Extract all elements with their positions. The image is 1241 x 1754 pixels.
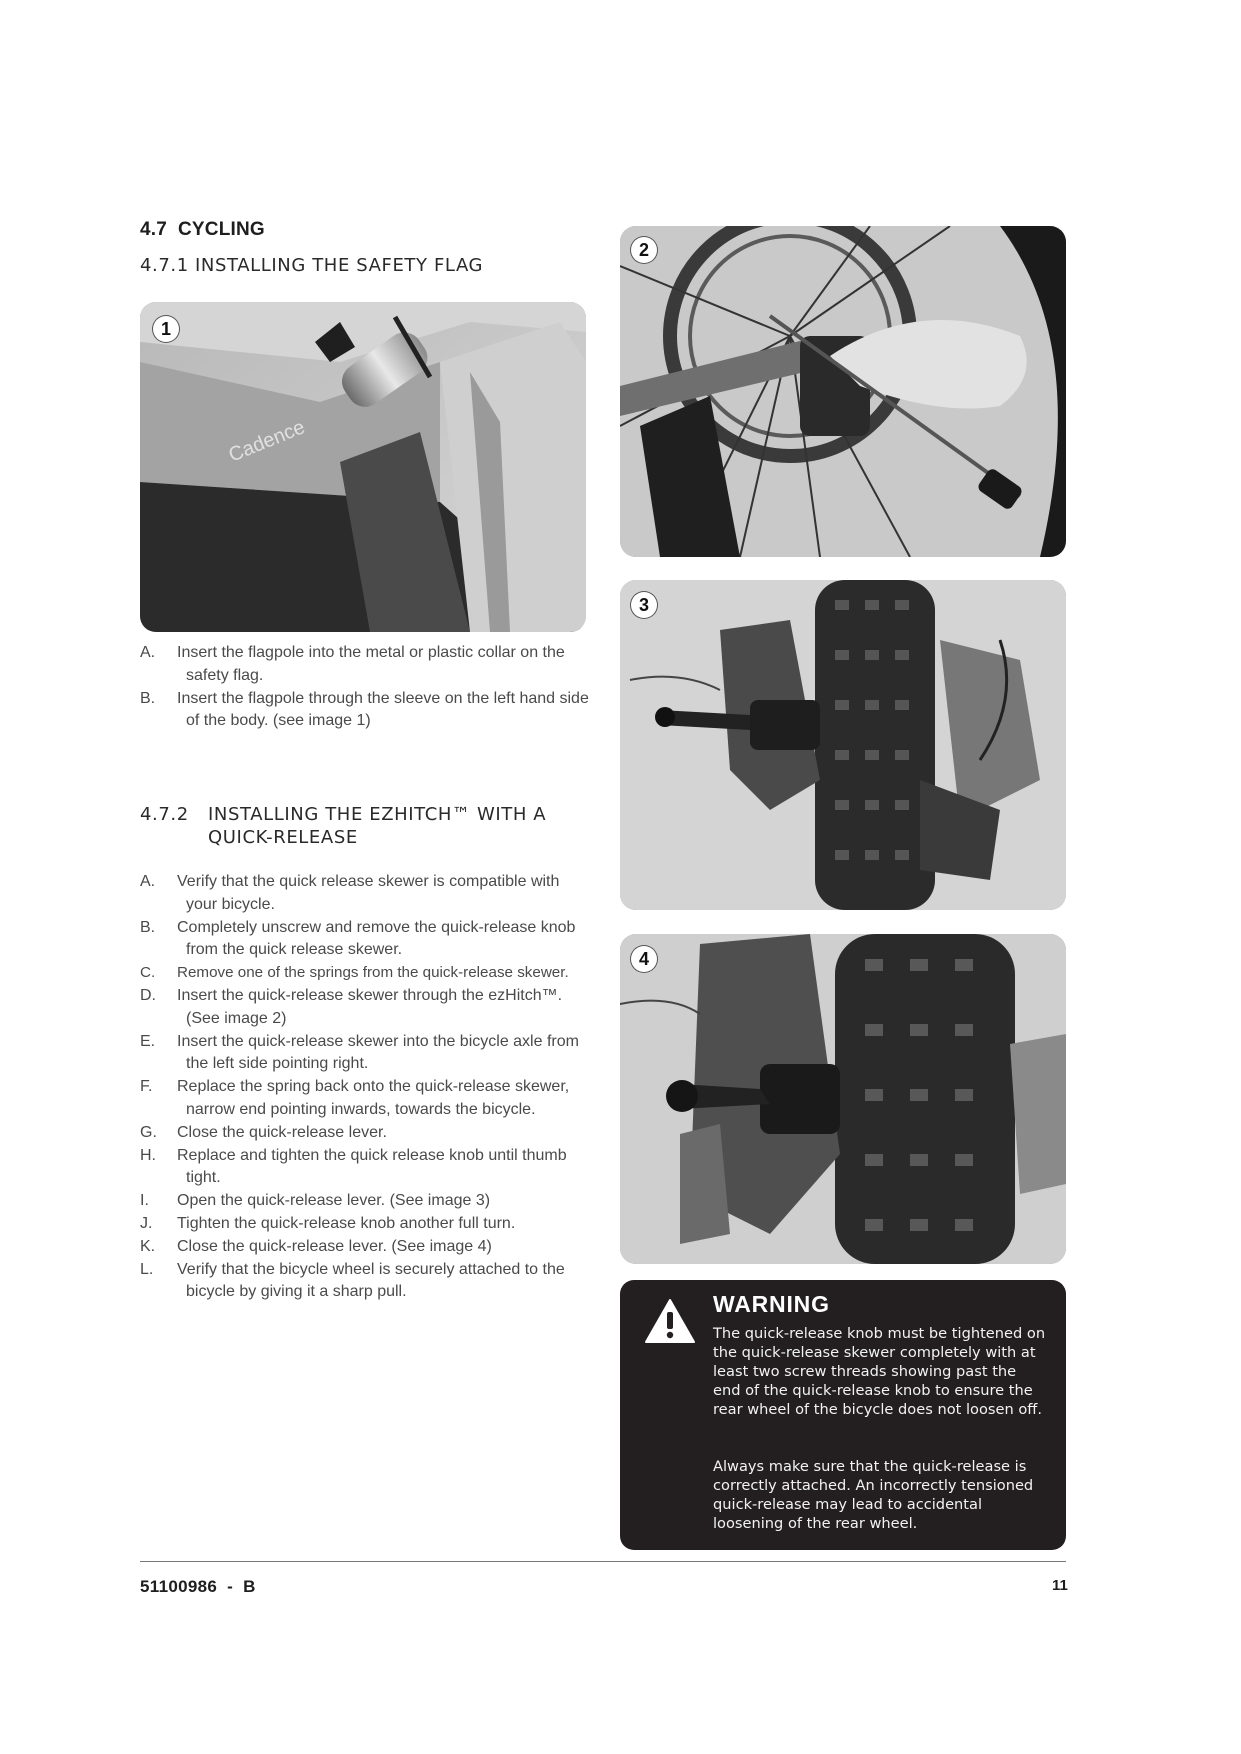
list-item: E. Insert the quick-release skewer into the bicycle axle from the left side pointing right. — [140, 1032, 579, 1073]
section-number: 4.7 — [140, 219, 168, 240]
list-item: J. Tighten the quick-release knob another full turn. — [140, 1214, 516, 1232]
steps-list-ezhitch — [140, 871, 590, 1304]
document-number: 51100986 - B — [140, 1577, 256, 1596]
image-3-open-lever — [620, 580, 1066, 910]
warning-title: WARNING — [713, 1291, 830, 1317]
list-item: C. Remove one of the springs from the quick-release skewer. — [140, 964, 569, 982]
subsection-label-line1: INSTALLING THE EZHITCH™ WITH A — [208, 804, 547, 825]
image-badge-4: 4 — [631, 946, 657, 972]
subsection-label-line2: QUICK-RELEASE — [208, 827, 358, 848]
list-item: A. Insert the flagpole into the metal or plastic collar on the safety flag. — [140, 644, 565, 684]
image-badge-3: 3 — [631, 592, 657, 618]
subsection-title-ezhitch — [140, 803, 546, 849]
list-item: G. Close the quick-release lever. — [140, 1123, 387, 1141]
list-item: H. Replace and tighten the quick release knob until thumb tight. — [140, 1146, 567, 1187]
list-item: B. Completely unscrew and remove the quick-release knob from the quick release skewer. — [140, 918, 576, 959]
subsection-title-safety-flag — [140, 254, 483, 277]
image-2-skewer-insertion — [620, 226, 1066, 557]
warning-icon — [644, 1298, 696, 1344]
list-item: D. Insert the quick-release skewer through the ezHitch™. (See image 2) — [140, 986, 563, 1027]
list-item: F. Replace the spring back onto the quick-release skewer, narrow end pointing inwards, towards the bicycle. — [140, 1078, 570, 1118]
page-number: 11 — [1052, 1577, 1068, 1594]
warning-paragraph-1: The quick-release knob must be tightened on the quick-release skewer completely with at least two screw threads showing past the end of the quick-release knob to ensure the rear wheel of the bicycle does not loosen off. — [713, 1325, 1046, 1418]
image-1-flag-collar — [140, 302, 586, 632]
cadence-logo-text: Cadence — [225, 416, 309, 467]
footer-divider — [140, 1561, 1066, 1562]
section-label: CYCLING — [177, 219, 265, 240]
subsection-label: INSTALLING THE SAFETY FLAG — [195, 255, 484, 276]
steps-list-safety-flag — [140, 642, 590, 733]
subsection-number: 4.7.1 — [140, 255, 189, 276]
image-badge-1: 1 — [153, 316, 179, 342]
list-item: A. Verify that the quick release skewer is compatible with your bicycle. — [140, 873, 560, 913]
list-item: I. Open the quick-release lever. (See image 3) — [140, 1192, 491, 1210]
image-4-closed-lever — [620, 934, 1066, 1264]
warning-paragraph-2: Always make sure that the quick-release is correctly attached. An incorrectly tensioned quick-release may lead to accidental loosening of the rear wheel. — [713, 1458, 1034, 1532]
image-badge-2: 2 — [631, 237, 657, 263]
list-item: K. Close the quick-release lever. (See image 4) — [140, 1237, 492, 1255]
warning-box — [620, 1280, 1066, 1550]
list-item: L. Verify that the bicycle wheel is securely attached to the bicycle by giving it a sharp pull. — [140, 1260, 565, 1301]
subsection-number: 4.7.2 — [140, 804, 189, 825]
list-item: B. Insert the flagpole through the sleeve on the left hand side of the body. (see image 1) — [140, 689, 589, 730]
section-title — [140, 219, 265, 241]
